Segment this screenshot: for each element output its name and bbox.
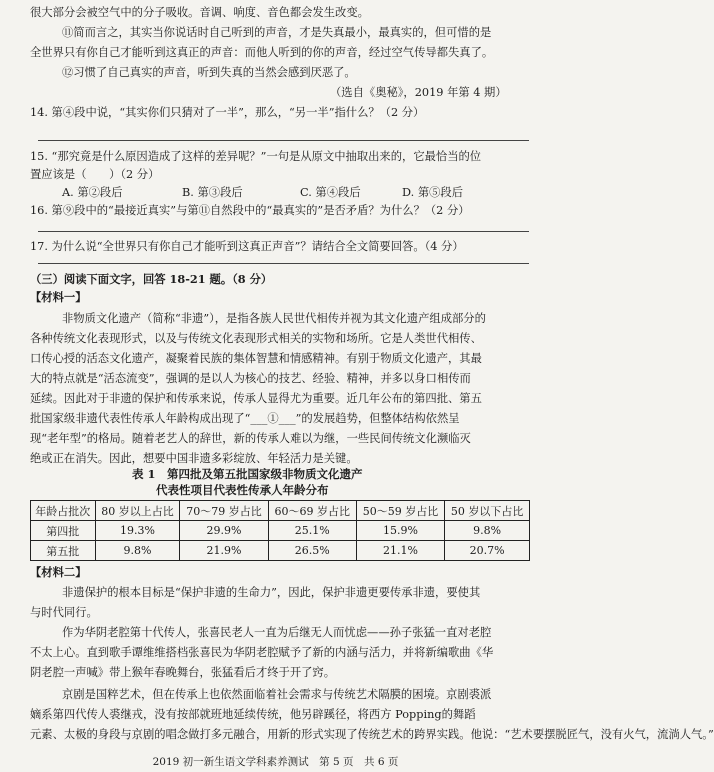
answer-line [38, 263, 529, 264]
material-2-line: 嫡系第四代传人裘继戎，没有按部就班地延续传统，他另辟蹊径，将西方 Popping的舞蹈 [30, 708, 476, 721]
table-title: 表 1 第四批及第五批国家级非物质文化遗产 [132, 467, 363, 481]
material-1-heading: 【材料一】 [30, 290, 87, 304]
table-header-cell: 50～59 岁占比 [356, 501, 444, 521]
table-row [31, 521, 530, 541]
material-1-line: 口传心授的活态文化遗产，凝聚着民族的集体智慧和情感精神。有别于物质文化遗产，其最 [30, 352, 482, 365]
source-citation: （选自《奥秘》，2019 年第 4 期） [330, 86, 507, 99]
material-1-line: 延续。因此对于非遗的保护和传承来说，传承人显得尤为重要。近几年公布的第四批、第五 [30, 392, 482, 405]
option-d: D. 第⑤段后 [402, 186, 464, 199]
question-16: 16. 第⑨段中的“最接近真实”与第⑪自然段中的“最真实的”是否矛盾？为什么？（2 分） [30, 204, 470, 217]
material-1-line: 非物质文化遗产（简称“非遗”），是指各族人民世代相传并视为其文化遗产组成部分的 [62, 312, 486, 325]
question-17: 17. 为什么说“全世界只有你自己才能听到这真正声音”？请结合全文简要回答。（4 分） [30, 240, 464, 253]
option-a: A. 第②段后 [62, 186, 123, 199]
option-b: B. 第③段后 [182, 186, 243, 199]
answer-line [38, 140, 529, 141]
material-1-line: 现“老年型”的格局。随着老艺人的辞世，新的传承人难以为继，一些民间传统文化濒临灭 [30, 432, 471, 445]
question-15-cont: 置应该是（ ）（2 分） [30, 168, 160, 181]
age-distribution-table [30, 500, 530, 561]
text-line: ⑪简而言之，其实当你说话时自己听到的声音，才是失真最小，最真实的，但可惜的是 [62, 26, 492, 39]
table-header-cell: 50 岁以下占比 [445, 501, 530, 521]
table-header-cell: 年龄占批次 [31, 501, 96, 521]
material-2-line: 不太上心。直到歌手谭维维搭档张喜民为华阴老腔赋予了新的内涵与活力，并将新编歌曲《华 [30, 646, 494, 659]
table-cell: 9.8% [445, 521, 530, 541]
table-cell: 15.9% [356, 521, 444, 541]
table-cell: 20.7% [445, 541, 530, 561]
material-2-line: 阴老腔一声喊》带上猴年春晚舞台，张猛看后才终于开了窍。 [30, 666, 336, 679]
table-title-2: 代表性项目代表性传承人年龄分布 [156, 483, 329, 497]
table-cell: 19.3% [95, 521, 180, 541]
page-footer: 2019 初一新生语文学科素养测试 第 5 页 共 6 页 [152, 756, 399, 768]
table-cell: 26.5% [268, 541, 356, 561]
text-line: 很大部分会被空气中的分子吸收。音调、响度、音色都会发生改变。 [30, 6, 369, 19]
material-2-line: 京剧是国粹艺术，但在传承上也依然面临着社会需求与传统艺术隔膜的困境。京剧裘派 [62, 688, 492, 701]
table-cell: 第五批 [31, 541, 96, 561]
table-cell: 25.1% [268, 521, 356, 541]
table-cell: 9.8% [95, 541, 180, 561]
question-15: 15. “那究竟是什么原因造成了这样的差异呢？”一句是从原文中抽取出来的，它最恰当的位 [30, 150, 482, 163]
table-header-cell: 70～79 岁占比 [180, 501, 268, 521]
material-1-line: 各种传统文化表现形式，以及与传统文化表现形式相关的实物和场所。它是人类世代相传、 [30, 332, 482, 345]
text-line: ⑫习惯了自己真实的声音，听到失真的当然会感到厌恶了。 [62, 66, 356, 79]
table-cell: 第四批 [31, 521, 96, 541]
table-cell: 21.1% [356, 541, 444, 561]
table-row [31, 541, 530, 561]
table-header-cell: 60～69 岁占比 [268, 501, 356, 521]
answer-line [38, 231, 529, 232]
material-2-line: 元素、太极的身段与京剧的唱念做打多元融合，用新的形式实现了传统艺术的跨界实践。他说：“艺术要摆脱匠气，没有火气，流淌人气。” [30, 728, 714, 741]
table-cell: 29.9% [180, 521, 268, 541]
option-c: C. 第④段后 [300, 186, 361, 199]
material-2-line: 与时代同行。 [30, 606, 98, 619]
question-14: 14. 第④段中说，“其实你们只猜对了一半”，那么，“另一半”指什么？（2 分） [30, 106, 425, 119]
material-1-line: 大的特点就是“活态流变”，强调的是以人为核心的技艺、经验、精神，并多以身口相传而 [30, 372, 471, 385]
material-2-line: 非遗保护的根本目标是“保护非遗的生命力”，因此，保护非遗更要传承非遗，要使其 [62, 586, 481, 599]
material-1-line: 绝或正在消失。因此，想要中国非遗多彩绽放、年轻活力是关键。 [30, 452, 358, 465]
table-cell: 21.9% [180, 541, 268, 561]
material-2-line: 作为华阴老腔第十代传人，张喜民老人一直为后继无人而忧虑——孙子张猛一直对老腔 [62, 626, 492, 639]
table-header-cell: 80 岁以上占比 [95, 501, 180, 521]
material-2-heading: 【材料二】 [30, 565, 87, 579]
material-1-line: 批国家级非遗代表性传承人年龄构成出现了“___①___”的发展趋势，但整体结构依然呈 [30, 412, 460, 425]
text-line: 全世界只有你自己才能听到这真正的声音：而他人听到的你的声音，经过空气传导都失真了。 [30, 46, 494, 59]
section-heading: （三）阅读下面文字，回答 18-21 题。（8 分） [30, 272, 273, 286]
